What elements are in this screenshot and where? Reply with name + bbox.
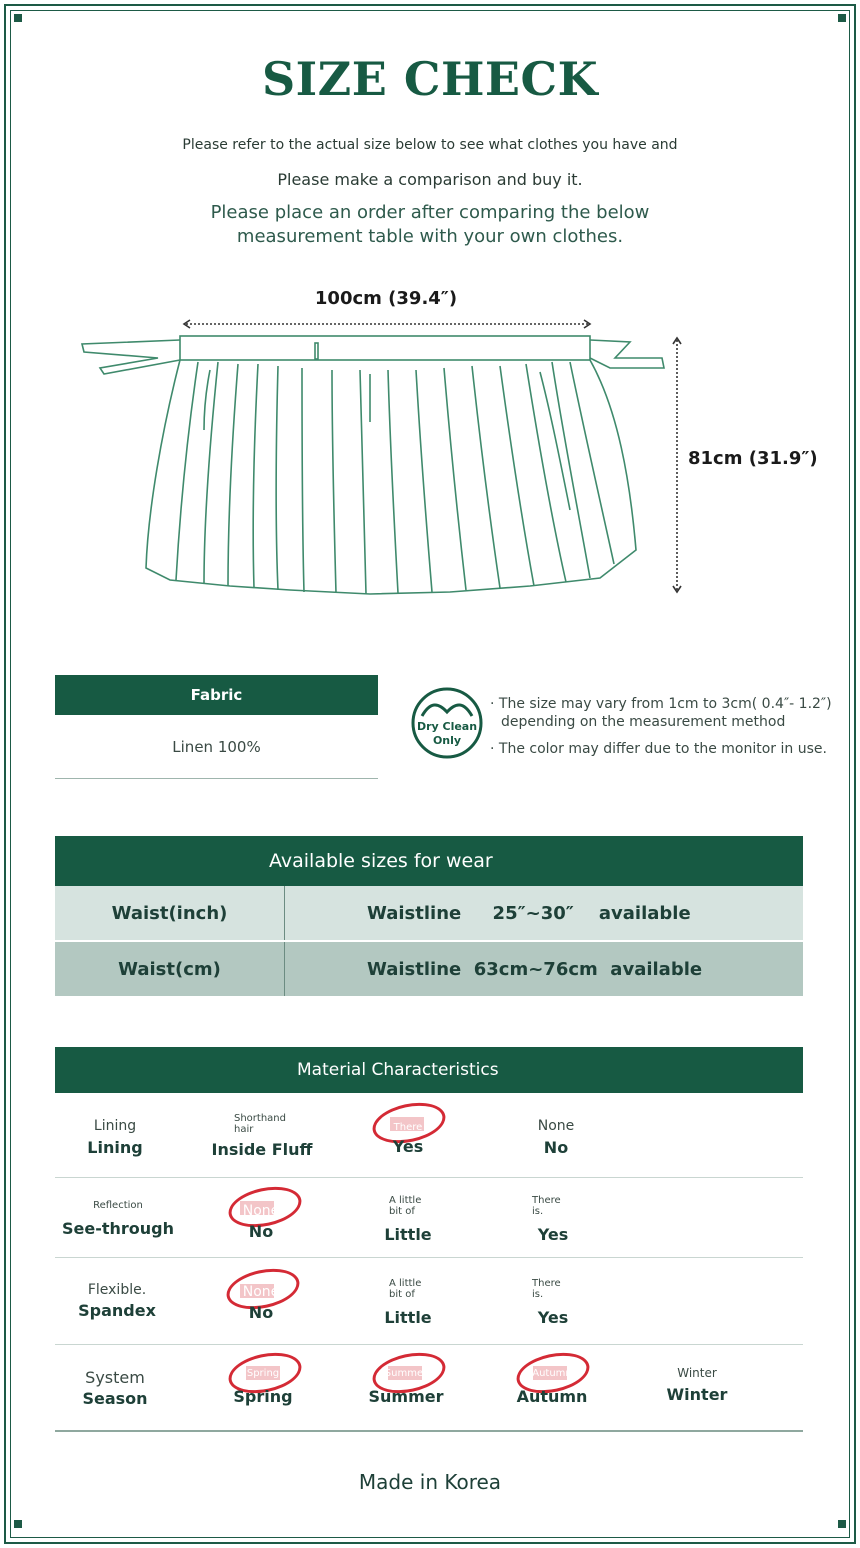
option-label: Inside Fluff (211, 1140, 313, 1159)
option-label: No (248, 1222, 274, 1241)
intro-line-3 (0, 201, 860, 249)
intro-line-2: Please make a comparison and buy it. (277, 170, 583, 189)
divider (55, 1257, 803, 1258)
option-label-small: There is. (532, 1195, 561, 1217)
divider (55, 778, 378, 779)
fabric-value: Linen 100% (172, 738, 261, 756)
material-label-small: Reflection (93, 1200, 143, 1211)
size-row-label: Waist(cm) (55, 942, 285, 996)
length-measurement: 81cm (31.9″) (688, 448, 818, 469)
option-label-small: None (242, 1284, 280, 1300)
option-label: Yes (537, 1225, 569, 1244)
material-option (203, 1368, 323, 1406)
material-option (493, 1195, 613, 1244)
care-note-1-line-2: depending on the measurement method (501, 714, 786, 730)
option-label: Summer (368, 1387, 444, 1406)
option-label-small: There is. (532, 1278, 561, 1300)
option-label-small: There (393, 1122, 423, 1133)
material-label-small: System (85, 1368, 145, 1387)
material-label-small: Lining (93, 1118, 137, 1134)
option-label-small: Winter (677, 1366, 717, 1380)
material-option (348, 1278, 468, 1327)
option-label: Winter (666, 1385, 728, 1404)
material-option (201, 1203, 321, 1241)
material-label: Season (82, 1389, 148, 1408)
option-label-small: Shorthand hair (234, 1113, 286, 1135)
option-label-small: None (242, 1203, 280, 1219)
intro-line-3b: measurement table with your own clothes. (236, 226, 624, 247)
material-label-small: Flexible. (87, 1282, 147, 1298)
material-option (346, 1368, 466, 1406)
dry-clean-label-only: Only (432, 734, 462, 747)
material-row-label (55, 1368, 175, 1408)
option-label-small: A little bit of (389, 1278, 422, 1300)
material-option (348, 1195, 468, 1244)
divider (55, 1177, 803, 1178)
option-label: Spring (233, 1387, 293, 1406)
material-option (201, 1284, 321, 1322)
material-option (496, 1118, 616, 1157)
material-row-label (58, 1200, 178, 1238)
option-label: Yes (392, 1137, 424, 1156)
divider (55, 1430, 803, 1432)
option-label: Little (384, 1308, 432, 1327)
option-label: Little (384, 1225, 432, 1244)
page-title: SIZE CHECK (261, 52, 599, 106)
material-option (492, 1368, 612, 1406)
intro-line-3a: Please place an order after comparing the below (210, 202, 650, 223)
material-label: See-through (61, 1219, 175, 1238)
table-row (55, 942, 803, 996)
size-row-label: Waist(inch) (55, 886, 285, 940)
care-note-2: · The color may differ due to the monitor in use. (490, 741, 827, 757)
material-label: Lining (87, 1138, 143, 1157)
option-label-small: Summer (384, 1368, 428, 1379)
corner-mark (14, 1520, 22, 1528)
care-note-1-line-1: · The size may vary from 1cm to 3cm( 0.4″- 1.2″) (490, 696, 832, 712)
materials-header: Material Characteristics (55, 1047, 803, 1093)
material-option (202, 1113, 322, 1159)
material-option (493, 1278, 613, 1327)
corner-mark (838, 1520, 846, 1528)
table-row (55, 886, 803, 940)
option-label-small: Spring (246, 1368, 280, 1379)
size-row-value: Waistline 25″~30″ available (367, 902, 691, 924)
material-option (637, 1368, 757, 1404)
option-label: Yes (537, 1308, 569, 1327)
size-row-value: Waistline 63cm~76cm available (367, 958, 703, 980)
made-in-label: Made in Korea (358, 1470, 502, 1494)
sizes-header: Available sizes for wear (55, 836, 803, 886)
material-label: Spandex (78, 1301, 156, 1320)
option-label-small: A little bit of (389, 1195, 422, 1217)
corner-mark (838, 14, 846, 22)
intro-line-1: Please refer to the actual size below to see what clothes you have and (182, 137, 678, 153)
divider (55, 1344, 803, 1345)
material-row-label (55, 1118, 175, 1157)
option-label: No (543, 1138, 569, 1157)
material-option (348, 1122, 468, 1156)
option-label: Autumn (516, 1387, 588, 1406)
option-label-small: Autumn (532, 1368, 572, 1379)
corner-mark (14, 14, 22, 22)
skirt-diagram (70, 310, 690, 600)
dry-clean-label: Dry Clean (416, 720, 478, 733)
fabric-header: Fabric (55, 675, 378, 715)
care-note-1 (490, 695, 832, 731)
material-row-label (57, 1282, 177, 1320)
option-label-small: None (537, 1118, 575, 1134)
width-measurement: 100cm (39.4″) (314, 288, 458, 309)
option-label: No (248, 1303, 274, 1322)
